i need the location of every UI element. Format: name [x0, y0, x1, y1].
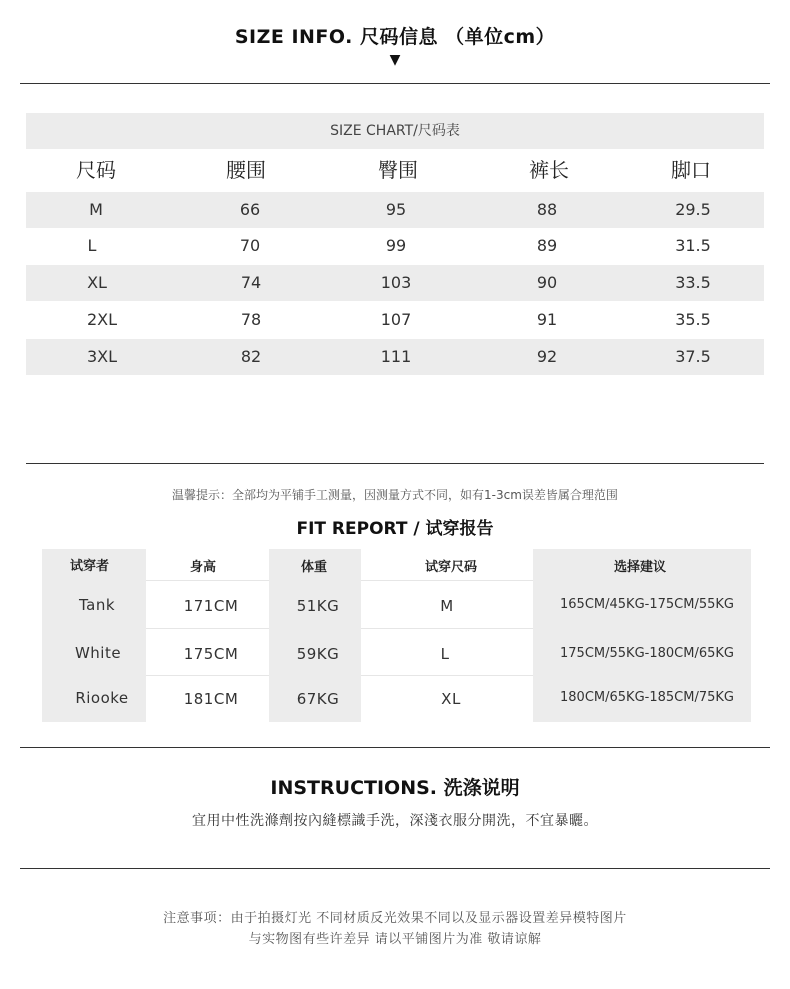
- size-cell: 3XL: [86, 347, 118, 366]
- note-line-2: 与实物图有些许差异 请以平铺图片为准 敬请谅解: [248, 932, 542, 947]
- instructions-title: INSTRUCTIONS. 洗涤说明: [270, 777, 520, 799]
- hem-cell: 33.5: [675, 273, 711, 292]
- tester-name: Tank: [78, 596, 116, 614]
- size-cell: M: [89, 200, 103, 219]
- hip-cell: 107: [380, 310, 412, 329]
- tester-size: L: [440, 645, 450, 663]
- length-cell: 90: [536, 273, 558, 292]
- fit-header-weight: 体重: [301, 560, 328, 575]
- waist-cell: 70: [239, 236, 261, 255]
- tester-size: M: [440, 597, 454, 615]
- hip-cell: 103: [380, 273, 412, 292]
- size-advice: 165CM/45KG-175CM/55KG: [560, 597, 734, 612]
- tester-height: 175CM: [183, 645, 239, 663]
- length-cell: 92: [536, 347, 558, 366]
- washing-instructions: 宜用中性洗滌劑按內縫標識手洗，深淺衣服分開洗，不宜暴曬。: [192, 813, 598, 829]
- size-chart-title: SIZE CHART/尺码表: [330, 123, 460, 139]
- header-waist: 腰围: [226, 158, 266, 182]
- page-title: SIZE INFO. 尺码信息 （单位cm）: [234, 26, 556, 48]
- header-size: 尺码: [76, 158, 116, 182]
- row-divider: [361, 675, 533, 676]
- tester-weight: 59KG: [296, 645, 340, 663]
- header-length: 裤长: [529, 158, 569, 182]
- fit-header-tester: 试穿者: [70, 559, 110, 574]
- divider: [20, 83, 770, 84]
- tester-name: Riooke: [75, 689, 129, 707]
- header-hem: 脚口: [671, 158, 711, 182]
- size-advice: 175CM/55KG-180CM/65KG: [560, 646, 734, 661]
- fit-header-height: 身高: [190, 560, 217, 575]
- waist-cell: 66: [239, 200, 261, 219]
- length-cell: 88: [536, 200, 558, 219]
- tester-name: White: [74, 644, 122, 662]
- tester-height: 181CM: [183, 690, 239, 708]
- size-advice: 180CM/65KG-185CM/75KG: [560, 690, 734, 705]
- size-cell: XL: [87, 273, 107, 292]
- measurement-tip: 温馨提示：全部均为平铺手工测量，因测量方式不同，如有1-3cm误差皆属合理范围: [172, 488, 618, 502]
- hip-cell: 95: [385, 200, 407, 219]
- size-chart-header: [26, 150, 764, 190]
- waist-cell: 74: [240, 273, 262, 292]
- hem-cell: 37.5: [675, 347, 711, 366]
- hip-cell: 99: [385, 236, 407, 255]
- down-triangle-icon: ▼: [389, 52, 401, 68]
- length-cell: 91: [536, 310, 558, 329]
- table-row: [26, 302, 764, 338]
- hem-cell: 29.5: [675, 200, 711, 219]
- divider: [26, 463, 764, 464]
- fit-report-title: FIT REPORT / 试穿报告: [296, 519, 494, 539]
- note-line-1: 注意事项：由于拍摄灯光 不同材质反光效果不同以及显示器设置差异模特图片: [163, 911, 627, 926]
- length-cell: 89: [536, 236, 558, 255]
- row-divider: [361, 580, 533, 581]
- row-divider: [146, 675, 269, 676]
- tester-size: XL: [441, 690, 461, 708]
- hip-cell: 111: [380, 347, 412, 366]
- fit-header-size: 试穿尺码: [425, 560, 478, 575]
- divider: [20, 868, 770, 869]
- hem-cell: 31.5: [675, 236, 711, 255]
- tester-height: 171CM: [183, 597, 239, 615]
- row-divider: [361, 628, 533, 629]
- table-row: [26, 228, 764, 264]
- fit-header-advice: 选择建议: [614, 560, 667, 575]
- row-divider: [146, 580, 269, 581]
- size-cell: 2XL: [86, 310, 118, 329]
- hem-cell: 35.5: [675, 310, 711, 329]
- waist-cell: 78: [240, 310, 262, 329]
- table-row: [26, 265, 764, 301]
- tester-weight: 51KG: [296, 597, 340, 615]
- waist-cell: 82: [240, 347, 262, 366]
- row-divider: [146, 628, 269, 629]
- tester-weight: 67KG: [296, 690, 340, 708]
- table-row: [26, 192, 764, 228]
- size-cell: L: [87, 236, 97, 255]
- header-hip: 臀围: [378, 158, 418, 182]
- table-row: [26, 339, 764, 375]
- divider: [20, 747, 770, 748]
